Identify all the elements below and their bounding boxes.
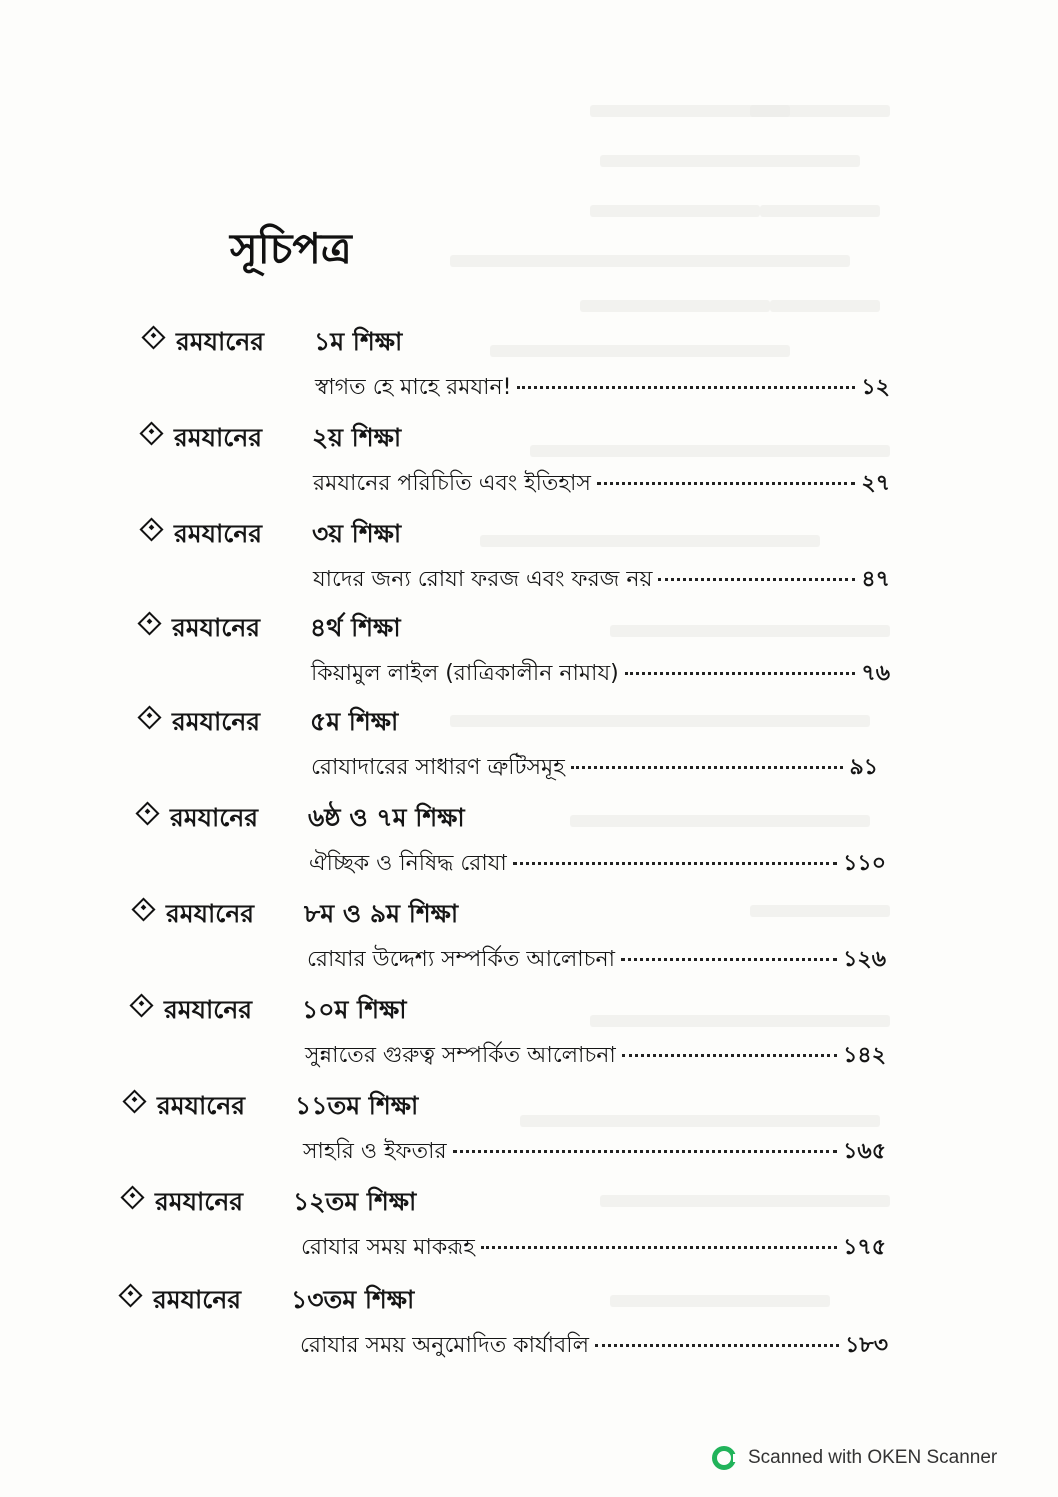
toc-entry-heading	[141, 608, 401, 648]
toc-entry-heading	[143, 514, 401, 554]
toc-entry-subline	[301, 1230, 886, 1266]
page-number: ১৭৫	[843, 1235, 886, 1260]
toc-entry-heading	[143, 418, 401, 458]
toc-entry	[0, 1280, 1058, 1372]
lesson-number: ১২তম শিক্ষা	[293, 1187, 417, 1216]
lesson-number: ১১তম শিক্ষা	[295, 1091, 419, 1120]
chapter-title: রোযার সময় অনুমোদিত কার্যাবলি	[300, 1333, 589, 1358]
toc-entry	[0, 514, 1058, 606]
diamond-bullet-icon	[137, 611, 161, 635]
toc-entry	[0, 894, 1058, 986]
lesson-number: ১০ম শিক্ষা	[302, 995, 407, 1024]
scanner-watermark	[712, 1446, 997, 1470]
page-number: ১৬৫	[843, 1139, 886, 1164]
toc-entry	[0, 702, 1058, 794]
toc-entry-subline	[303, 1134, 886, 1170]
diamond-bullet-icon	[131, 897, 155, 921]
ramadan-label: রমযানের	[153, 1285, 242, 1314]
dot-leader	[621, 958, 837, 961]
dot-leader	[571, 766, 844, 769]
page-title: সূচিপত্র	[230, 224, 352, 273]
lesson-number: ৩য় শিক্ষা	[312, 519, 402, 548]
toc-entry-heading	[122, 1280, 414, 1320]
toc-entry-heading	[133, 990, 407, 1030]
ramadan-label: রমযানের	[157, 1091, 246, 1120]
chapter-title: সুন্নাতের গুরুত্ব সম্পর্কিত আলোচনা	[305, 1043, 616, 1068]
ramadan-label: রমযানের	[170, 803, 259, 832]
diamond-bullet-icon	[129, 993, 153, 1017]
diamond-bullet-icon	[139, 517, 163, 541]
ramadan-label: রমযানের	[155, 1187, 244, 1216]
ramadan-label: রমযানের	[174, 519, 263, 548]
toc-entry-heading	[141, 702, 398, 742]
dot-leader	[513, 862, 837, 865]
dot-leader	[597, 482, 856, 485]
page-number: ১২	[861, 375, 890, 400]
page-number: ১৪২	[843, 1043, 886, 1068]
toc-entry	[0, 1182, 1058, 1274]
page-number: ৭৬	[861, 661, 890, 686]
diamond-bullet-icon	[139, 421, 163, 445]
toc-entry-subline	[311, 656, 890, 692]
toc-entry-subline	[311, 750, 878, 786]
diamond-bullet-icon	[118, 1283, 142, 1307]
lesson-number: ১ম শিক্ষা	[314, 327, 403, 356]
chapter-title: স্বাগত হে মাহে রমযান!	[315, 375, 512, 400]
toc-entry-subline	[313, 466, 890, 502]
chapter-title: রোযার উদ্দেশ্য সম্পর্কিত আলোচনা	[307, 947, 616, 972]
chapter-title: রমযানের পরিচিতি এবং ইতিহাস	[313, 471, 591, 496]
dot-leader	[622, 1054, 837, 1057]
dot-leader	[481, 1246, 837, 1249]
toc-entry	[0, 418, 1058, 510]
toc-entry-subline	[309, 846, 886, 882]
scanner-text: Scanned with OKEN Scanner	[748, 1447, 998, 1468]
toc-entry-subline	[300, 1328, 888, 1364]
toc-entry-heading	[139, 798, 465, 838]
diamond-bullet-icon	[137, 705, 161, 729]
toc-entry	[0, 798, 1058, 890]
diamond-bullet-icon	[135, 801, 159, 825]
dot-leader	[453, 1150, 838, 1153]
dot-leader	[517, 386, 855, 389]
toc-entry	[0, 1086, 1058, 1178]
ramadan-label: রমযানের	[176, 327, 265, 356]
lesson-number: ৬ষ্ঠ ও ৭ম শিক্ষা	[308, 803, 465, 832]
toc-entry	[0, 990, 1058, 1082]
toc-entry	[0, 322, 1058, 414]
ramadan-label: রমযানের	[166, 899, 255, 928]
toc-entry-heading	[135, 894, 458, 934]
page-number: ২৭	[861, 471, 890, 496]
toc-entry-subline	[315, 370, 890, 406]
dot-leader	[658, 578, 855, 581]
chapter-title: সাহরি ও ইফতার	[303, 1139, 447, 1164]
dot-leader	[595, 1344, 839, 1347]
page-number: ১২৬	[843, 947, 886, 972]
lesson-number: ৪র্থ শিক্ষা	[310, 613, 401, 642]
ramadan-label: রমযানের	[172, 707, 261, 736]
diamond-bullet-icon	[122, 1089, 146, 1113]
toc-entry-subline	[307, 942, 886, 978]
scanner-logo-icon	[712, 1446, 736, 1470]
chapter-title: যাদের জন্য রোযা ফরজ এবং ফরজ নয়	[313, 567, 653, 592]
toc-entry-heading	[124, 1182, 416, 1222]
page-number: ১১০	[843, 851, 886, 876]
ramadan-label: রমযানের	[164, 995, 253, 1024]
diamond-bullet-icon	[120, 1185, 144, 1209]
chapter-title: রোযার সময় মাকরূহ	[301, 1235, 475, 1260]
page-number: ১৮৩	[845, 1333, 888, 1358]
lesson-number: ৫ম শিক্ষা	[310, 707, 399, 736]
dot-leader	[625, 672, 856, 675]
toc-entry-heading	[145, 322, 402, 362]
toc-entry-subline	[305, 1038, 886, 1074]
lesson-number: ২য় শিক্ষা	[312, 423, 402, 452]
chapter-title: ঐচ্ছিক ও নিষিদ্ধ রোযা	[309, 851, 507, 876]
toc-entry-subline	[313, 562, 890, 598]
diamond-bullet-icon	[141, 325, 165, 349]
chapter-title: রোযাদারের সাধারণ ত্রুটিসমূহ	[311, 755, 565, 780]
ramadan-label: রমযানের	[172, 613, 261, 642]
page-number: ৪৭	[861, 567, 890, 592]
toc-entry-heading	[126, 1086, 418, 1126]
lesson-number: ৮ম ও ৯ম শিক্ষা	[304, 899, 459, 928]
lesson-number: ১৩তম শিক্ষা	[291, 1285, 415, 1314]
toc-entry	[0, 608, 1058, 700]
ramadan-label: রমযানের	[174, 423, 263, 452]
page-number: ৯১	[849, 755, 878, 780]
chapter-title: কিয়ামুল লাইল (রাত্রিকালীন নামায)	[311, 661, 619, 686]
